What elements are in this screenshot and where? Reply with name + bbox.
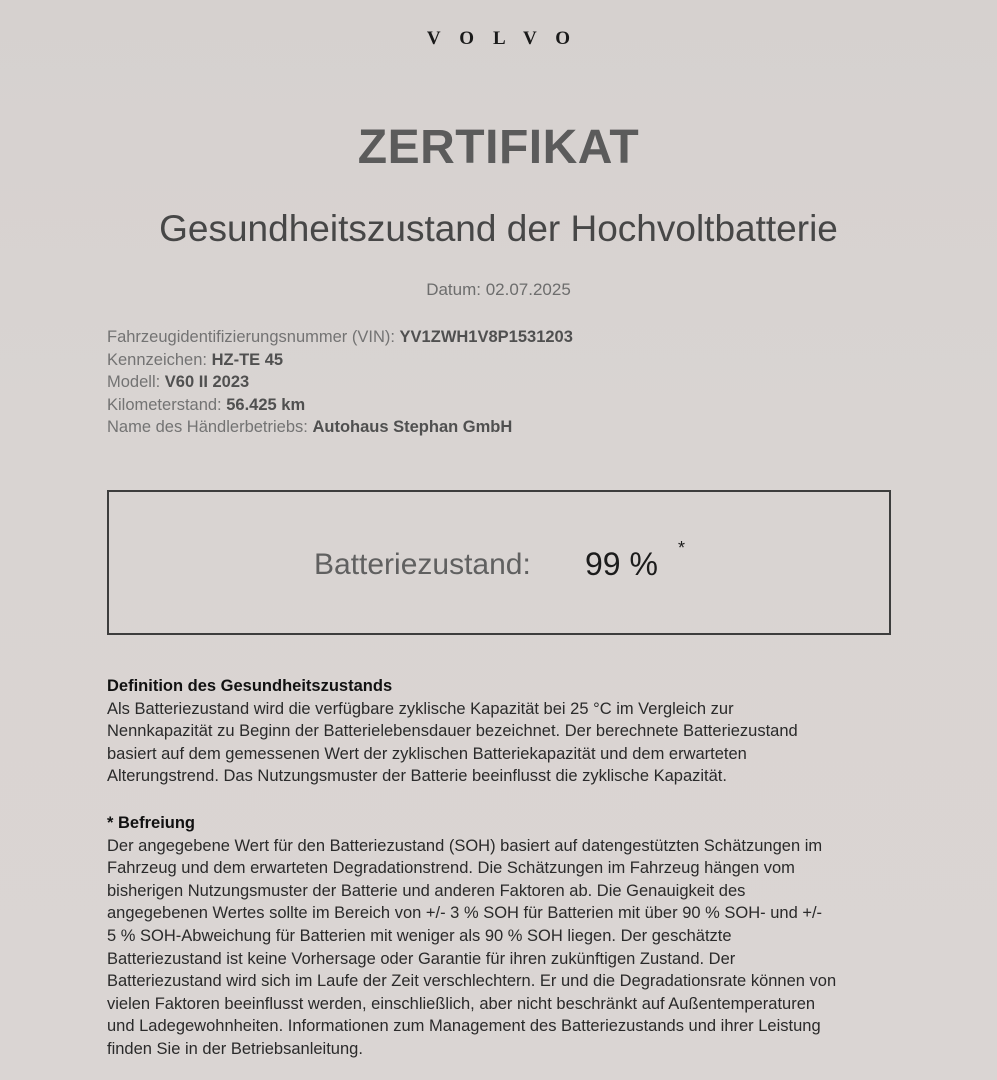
battery-health-asterisk: *	[678, 538, 686, 558]
definition-section	[107, 675, 937, 788]
vehicle-info	[107, 326, 573, 439]
mileage-value: 56.425 km	[226, 395, 306, 414]
vin-label: Fahrzeugidentifizierungsnummer (VIN):	[107, 328, 395, 346]
certificate-date: Datum: 02.07.2025	[426, 280, 571, 299]
definition-line: Als Batteriezustand wird die verfügbare zyklische Kapazität bei 25 °C im Vergleich zur	[107, 699, 734, 718]
exemption-line: bisherigen Nutzungsmuster der Batterie und anderen Faktoren ab. Die Genauigkeit des	[107, 881, 746, 900]
certificate-subtitle: Gesundheitszustand der Hochvoltbatterie	[159, 208, 838, 249]
mileage-label: Kilometerstand:	[107, 395, 222, 414]
exemption-line: finden Sie in der Betriebsanleitung.	[107, 1039, 363, 1058]
exemption-line: und Ladegewohnheiten. Informationen zum Management des Batteriezustands und ihrer Leistung	[107, 1017, 821, 1036]
exemption-heading: * Befreiung	[107, 814, 196, 832]
definition-line: Nennkapazität zu Beginn der Batterielebensdauer bezeichnet. Der berechnete Batteriezustand	[107, 722, 798, 741]
dealer-value: Autohaus Stephan GmbH	[312, 418, 513, 436]
dealer-label: Name des Händlerbetriebs:	[107, 418, 308, 436]
plate-value: HZ-TE 45	[211, 350, 284, 369]
exemption-line: angegebenen Wertes sollte im Bereich von +/- 3 % SOH für Batterien mit über 90 % SOH- und +/-	[107, 904, 823, 923]
vin-row	[107, 326, 573, 349]
battery-health-box	[107, 490, 891, 635]
definition-heading: Definition des Gesundheitszustands	[107, 677, 393, 695]
exemption-section	[107, 812, 937, 1061]
plate-label: Kennzeichen:	[107, 350, 207, 369]
exemption-line: 5 % SOH-Abweichung für Batterien mit weniger als 90 % SOH liegen. Der geschätzte	[107, 926, 732, 945]
mileage-row	[107, 394, 573, 417]
model-label: Modell:	[107, 373, 161, 391]
definition-line: basiert auf dem gemessenen Wert der zyklischen Batteriekapazität und dem erwarteten	[107, 744, 747, 763]
model-row	[107, 371, 573, 394]
exemption-line: Fahrzeug und dem erwarteten Degradationstrend. Die Schätzungen im Fahrzeug hängen vom	[107, 859, 795, 878]
certificate-title: ZERTIFIKAT	[357, 121, 640, 174]
exemption-line: vielen Faktoren beeinflusst werden, einschließlich, aber nicht beschränkt auf Außentemperaturen	[107, 994, 816, 1013]
volvo-logo: VOLVO	[426, 28, 590, 49]
dealer-row	[107, 416, 573, 439]
exemption-line: Batteriezustand ist keine Vorhersage oder Garantie für ihren zukünftigen Zustand. Der	[107, 949, 736, 968]
model-value: V60 II 2023	[164, 373, 250, 391]
exemption-line: Batteriezustand wird sich im Laufe der Zeit verschlechtern. Er und die Degradationsrate können von	[107, 972, 837, 991]
battery-health-value: 99 %	[585, 546, 658, 582]
definition-line: Alterungstrend. Das Nutzungsmuster der Batterie beeinflusst die zyklische Kapazität.	[107, 767, 727, 786]
plate-row	[107, 349, 573, 372]
vin-value: YV1ZWH1V8P1531203	[399, 328, 573, 346]
battery-health-label: Batteriezustand:	[314, 548, 531, 581]
exemption-line: Der angegebene Wert für den Batteriezustand (SOH) basiert auf datengestützten Schätzungen im	[107, 836, 823, 855]
